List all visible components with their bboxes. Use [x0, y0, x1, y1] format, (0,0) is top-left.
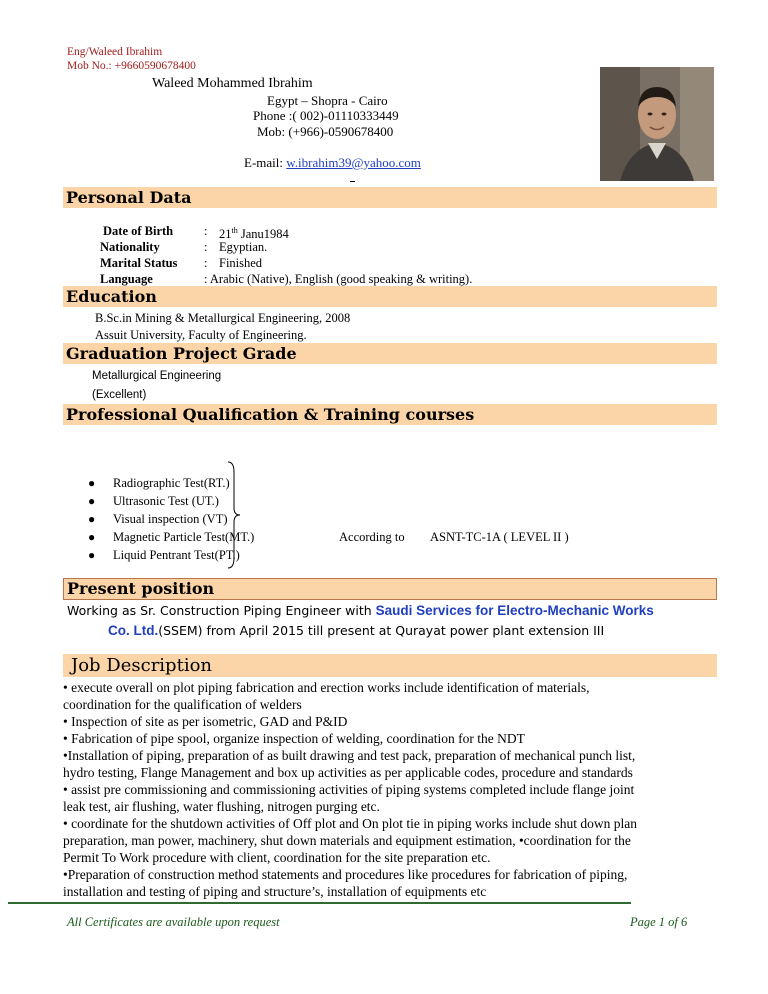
job-line: • Fabrication of pipe spool, organize inspection of welding, coordination for the NDT [63, 731, 525, 746]
email-line [244, 155, 421, 171]
row-date-of-birth [0, 223, 768, 242]
profile-photo [600, 67, 714, 181]
brace-icon [224, 460, 244, 570]
job-line: • Inspection of site as per isometric, GAD and P&ID [63, 714, 348, 729]
section-professional [63, 404, 717, 425]
course-label: Ultrasonic Test (UT.) [113, 494, 219, 508]
job-line: hydro testing, Flange Management and box up activities as per applicable codes, procedure and standards [63, 765, 633, 780]
phone: Phone :( 002)-01110333449 [253, 108, 399, 123]
nationality-value: Egyptian. [219, 240, 268, 254]
section-title: Present position [67, 579, 215, 598]
standard-label: ASNT-TC-1A ( LEVEL II ) [430, 530, 569, 544]
job-line: • coordinate for the shutdown activities of Off plot and On plot tie in piping works include shut down plan [63, 816, 638, 831]
job-line: •Installation of piping, preparation of as built drawing and test pack, preparation of mechanical punch list, [63, 748, 636, 763]
section-education [63, 286, 717, 307]
header-eng-name: Eng/Waleed Ibrahim [67, 46, 163, 58]
section-title: Education [66, 287, 157, 306]
section-title: Graduation Project Grade [66, 344, 297, 363]
job-line: •Preparation of construction method statements and procedures like procedures for fabrication of piping, [63, 867, 628, 882]
dob-colon: : [204, 224, 208, 238]
job-line: Permit To Work procedure with client, coordination for the site preparation etc. [63, 850, 491, 865]
bullet-icon: ● [88, 530, 96, 544]
education-degree: B.Sc.in Mining & Metallurgical Engineering, 2008 [95, 311, 351, 325]
language-value: : Arabic (Native), English (good speaking & writing). [204, 272, 473, 286]
present-text-rest: (SSEM) from April 2015 till present at Qurayat power plant extension III [158, 623, 605, 638]
row-language [0, 271, 768, 287]
dob-day: 21 [219, 227, 232, 242]
job-line: coordination for the qualification of welders [63, 697, 302, 712]
section-present [63, 578, 717, 600]
page-number: Page 1 of 6 [630, 915, 688, 929]
present-line-2 [108, 621, 604, 641]
language-label: Language [100, 272, 153, 286]
course-label: Radiographic Test(RT.) [113, 476, 230, 490]
email-link[interactable]: w.ibrahim39@yahoo.com [286, 155, 421, 170]
course-label: Liquid Pentrant Test(PT.) [113, 548, 240, 562]
dob-label: Date of Birth [103, 224, 174, 238]
course-item [0, 546, 768, 564]
header-mob-number: Mob No.: +9660590678400 [67, 60, 196, 72]
course-item [0, 528, 768, 546]
bullet-icon: ● [88, 494, 96, 508]
present-text: Working as Sr. Construction Piping Engineer with [67, 603, 376, 618]
small-dash [350, 181, 355, 182]
address: Egypt – Shopra - Cairo [267, 93, 388, 108]
company-suffix: Co. Ltd. [108, 623, 159, 638]
full-name: Waleed Mohammed Ibrahim [152, 76, 313, 91]
course-item [0, 510, 768, 528]
bullet-icon: ● [88, 476, 96, 490]
graduation-grade: (Excellent) [92, 389, 147, 401]
section-title: Professional Qualification & Training courses [66, 405, 475, 424]
job-line: • execute overall on plot piping fabrication and erection works include identification of materials, [63, 680, 590, 695]
marital-label: Marital Status [100, 256, 178, 270]
job-description [63, 679, 713, 900]
marital-value: Finished [219, 256, 263, 270]
bullet-icon: ● [88, 512, 96, 526]
job-line: preparation, man power, machinery, shut down materials and equipment estimation, •coordination for the [63, 833, 631, 848]
section-graduation [63, 343, 717, 364]
section-title: Job Description [71, 655, 213, 676]
courses-list [0, 474, 768, 566]
section-personal-data [63, 187, 717, 208]
course-label: Magnetic Particle Test(MT.) [113, 530, 255, 544]
course-item [0, 492, 768, 510]
mobile: Mob: (+966)-0590678400 [257, 124, 394, 139]
course-item [0, 474, 768, 492]
present-line-1 [67, 601, 654, 621]
graduation-project: Metallurgical Engineering [92, 370, 222, 382]
footer-divider [8, 902, 631, 904]
course-label: Visual inspection (VT) [113, 512, 228, 526]
nationality-colon: : [204, 240, 208, 254]
job-line: installation and testing of piping and structure’s, installation of equipments etc [63, 884, 487, 899]
nationality-label: Nationality [100, 240, 160, 254]
dob-suffix: th [231, 226, 238, 235]
job-line: • assist pre commissioning and commissioning activities of piping systems completed include flange joint [63, 782, 635, 797]
email-label: E-mail: [244, 155, 287, 170]
row-nationality [0, 239, 768, 255]
marital-colon: : [204, 256, 208, 270]
according-label: According to [339, 530, 405, 544]
footer-note: All Certificates are available upon request [67, 915, 280, 929]
education-university: Assuit University, Faculty of Engineering. [95, 328, 307, 342]
company-name: Saudi Services for Electro-Mechanic Works [375, 603, 654, 618]
row-marital-status [0, 255, 768, 271]
job-line: leak test, air flushing, water flushing, nitrogen purging etc. [63, 799, 380, 814]
dob-month-year: Janu1984 [237, 227, 289, 242]
bullet-icon: ● [88, 548, 96, 562]
section-title: Personal Data [66, 188, 192, 207]
section-job [63, 654, 717, 677]
